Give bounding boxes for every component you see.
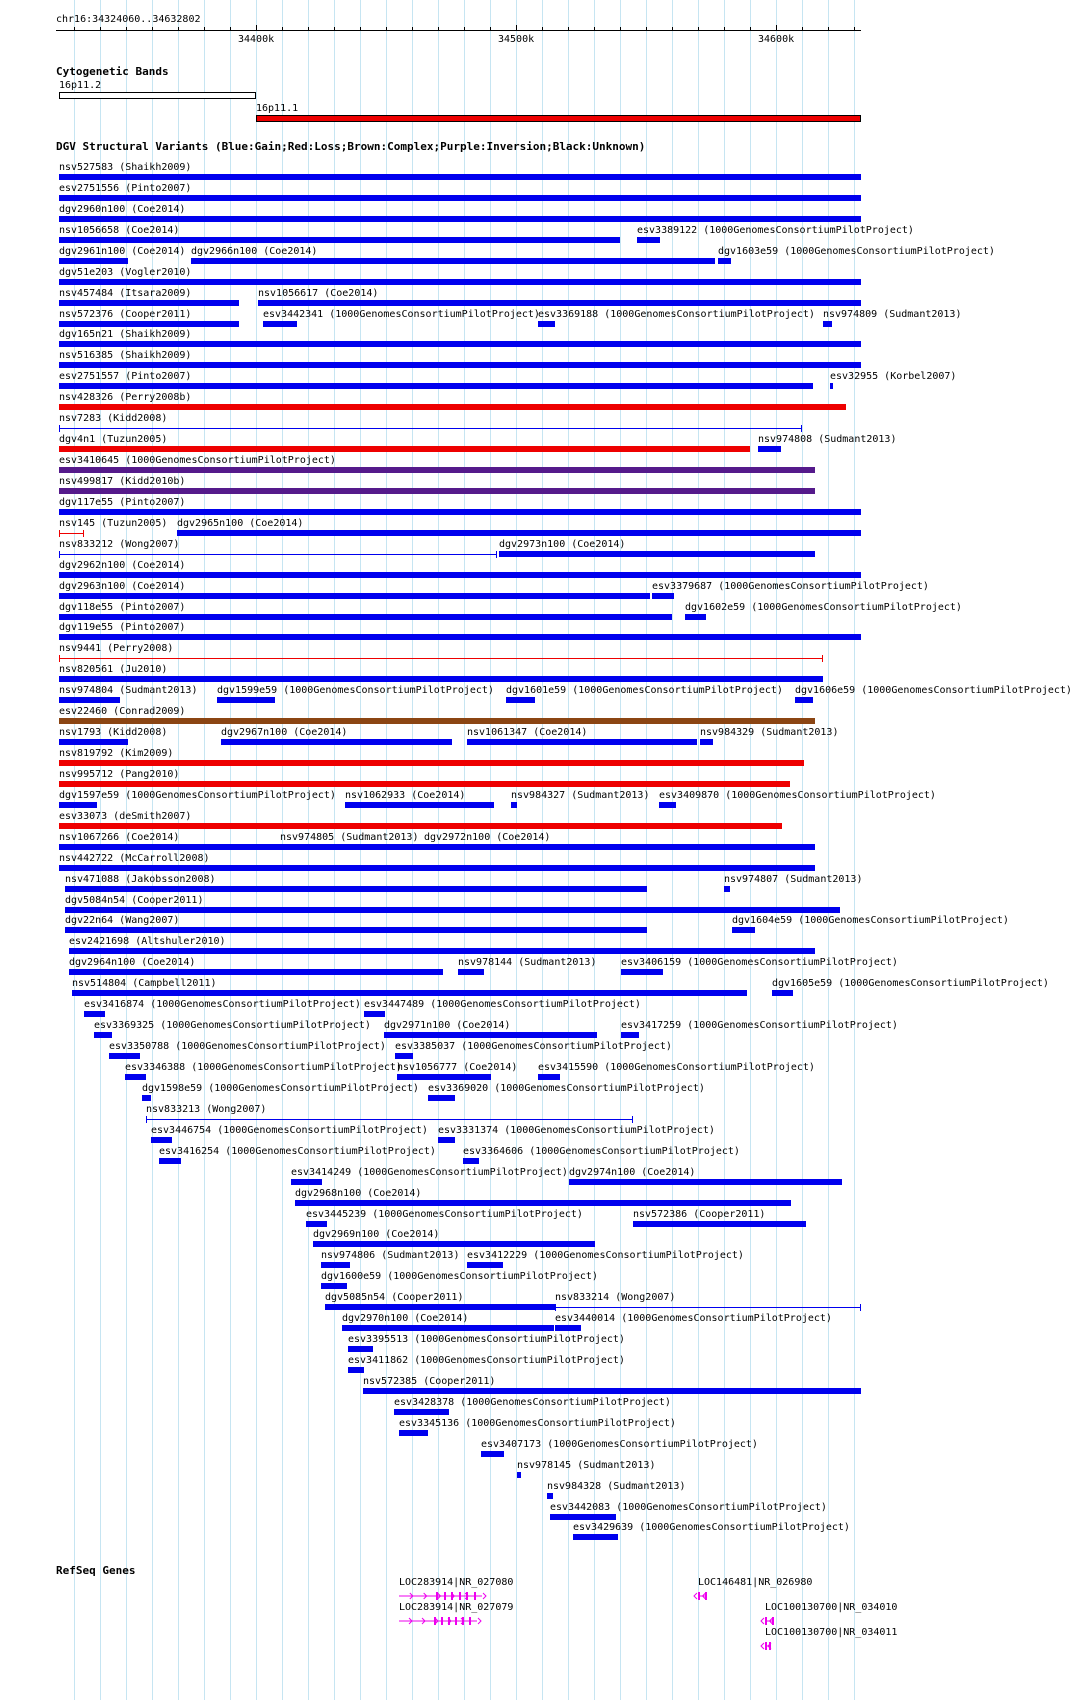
gene-label[interactable]: LOC283914|NR_027080 <box>399 1577 514 1588</box>
variant-bar[interactable] <box>633 1221 806 1227</box>
variant-bar[interactable] <box>458 969 484 975</box>
variant-bar[interactable] <box>59 533 84 534</box>
variant-label: esv3409870 (1000GenomesConsortiumPilotProject) <box>659 790 936 801</box>
gene-end-arrow <box>483 1593 486 1599</box>
variant-label: nsv984329 (Sudmant2013) <box>700 727 839 738</box>
variant-bar[interactable] <box>321 1283 347 1289</box>
variant-label: esv3416254 (1000GenomesConsortiumPilotProject) <box>159 1146 436 1157</box>
gene-model[interactable] <box>692 1590 713 1602</box>
variant-label: esv3369020 (1000GenomesConsortiumPilotProject) <box>428 1083 705 1094</box>
variant-label: dgv165n21 (Shaikh2009) <box>59 329 192 340</box>
variant-bar[interactable] <box>59 658 823 659</box>
variant-label: dgv2966n100 (Coe2014) <box>191 246 318 257</box>
variant-label: nsv974804 (Sudmant2013) <box>59 685 198 696</box>
variant-bar[interactable] <box>151 1137 172 1143</box>
variant-label: esv2421698 (Altshuler2010) <box>69 936 226 947</box>
variant-label: esv3414249 (1000GenomesConsortiumPilotProject) <box>291 1167 568 1178</box>
gene-label[interactable]: LOC100130700|NR_034010 <box>765 1602 898 1613</box>
gene-exon <box>698 1592 700 1600</box>
variant-bar[interactable] <box>295 1200 791 1206</box>
variant-label: dgv1600e59 (1000GenomesConsortiumPilotProject) <box>321 1271 598 1282</box>
variant-label: nsv428326 (Perry2008b) <box>59 392 192 403</box>
variant-label: nsv974809 (Sudmant2013) <box>823 309 962 320</box>
variant-bar[interactable] <box>69 948 815 954</box>
variant-bar[interactable] <box>481 1451 504 1457</box>
variant-bar[interactable] <box>59 174 861 180</box>
variant-label: nsv974805 (Sudmant2013) <box>280 832 419 843</box>
variant-bar[interactable] <box>342 1325 554 1331</box>
variant-bar[interactable] <box>399 1430 428 1436</box>
variant-bar[interactable] <box>547 1493 553 1499</box>
variant-bar[interactable] <box>69 969 443 975</box>
gene-model[interactable] <box>393 1615 483 1627</box>
variant-label: esv3407173 (1000GenomesConsortiumPilotProject) <box>481 1439 758 1450</box>
variant-label: nsv833213 (Wong2007) <box>146 1104 267 1115</box>
variant-label: dgv2967n100 (Coe2014) <box>221 727 348 738</box>
ruler-tick-label: 34600k <box>758 34 795 45</box>
variant-label: nsv145 (Tuzun2005) <box>59 518 168 529</box>
variant-bar[interactable] <box>348 1367 364 1373</box>
variant-label: esv3442083 (1000GenomesConsortiumPilotProject) <box>550 1502 827 1513</box>
variant-label: dgv1603e59 (1000GenomesConsortiumPilotProject) <box>718 246 995 257</box>
variant-bar[interactable] <box>621 969 663 975</box>
variant-bar[interactable] <box>555 1307 861 1308</box>
track-title-dgv: DGV Structural Variants (Blue:Gain;Red:Loss;Brown:Complex;Purple:Inversion;Black:Unknown) <box>56 140 646 153</box>
variant-label: esv3369325 (1000GenomesConsortiumPilotProject) <box>94 1020 371 1031</box>
variant-label: esv3442341 (1000GenomesConsortiumPilotProject) <box>263 309 540 320</box>
gene-exon <box>765 1617 767 1625</box>
variant-label: esv3410645 (1000GenomesConsortiumPilotProject) <box>59 455 336 466</box>
variant-label: nsv572386 (Cooper2011) <box>633 1209 766 1220</box>
variant-bar[interactable] <box>59 614 672 620</box>
variant-label: esv3379687 (1000GenomesConsortiumPilotProject) <box>652 581 929 592</box>
variant-label: nsv442722 (McCarroll2008) <box>59 853 210 864</box>
variant-label: esv3447489 (1000GenomesConsortiumPilotProject) <box>364 999 641 1010</box>
variant-label: esv3429639 (1000GenomesConsortiumPilotProject) <box>573 1522 850 1533</box>
variant-bar[interactable] <box>291 1179 322 1185</box>
variant-label: nsv1793 (Kidd2008) <box>59 727 168 738</box>
variant-label: nsv984327 (Sudmant2013) <box>511 790 650 801</box>
variant-bar[interactable] <box>463 1158 479 1164</box>
variant-bar[interactable] <box>59 572 861 578</box>
variant-label: esv3331374 (1000GenomesConsortiumPilotProject) <box>438 1125 715 1136</box>
variant-bar[interactable] <box>59 258 128 264</box>
variant-bar[interactable] <box>637 237 660 243</box>
variant-label: esv3415590 (1000GenomesConsortiumPilotProject) <box>538 1062 815 1073</box>
variant-label: nsv995712 (Pang2010) <box>59 769 180 780</box>
variant-label: esv3411862 (1000GenomesConsortiumPilotProject) <box>348 1355 625 1366</box>
variant-bar[interactable] <box>280 844 296 850</box>
variant-label: nsv974806 (Sudmant2013) <box>321 1250 460 1261</box>
gene-exon <box>469 1617 471 1625</box>
variant-bar[interactable] <box>65 886 647 892</box>
variant-label: nsv819792 (Kim2009) <box>59 748 174 759</box>
variant-label: dgv2971n100 (Coe2014) <box>384 1020 511 1031</box>
variant-bar[interactable] <box>384 1032 597 1038</box>
variant-bar[interactable] <box>506 697 535 703</box>
variant-bar[interactable] <box>59 446 750 452</box>
variant-label: esv3446754 (1000GenomesConsortiumPilotProject) <box>151 1125 428 1136</box>
variant-bar[interactable] <box>59 554 497 555</box>
variant-bar[interactable] <box>621 1032 639 1038</box>
variant-bar[interactable] <box>59 697 120 703</box>
variant-bar[interactable] <box>142 1095 151 1101</box>
variant-bar[interactable] <box>65 927 647 933</box>
variant-bar[interactable] <box>59 760 804 766</box>
variant-bar[interactable] <box>59 802 97 808</box>
variant-bar[interactable] <box>499 551 815 557</box>
gene-label[interactable]: LOC100130700|NR_034011 <box>765 1627 898 1638</box>
variant-bar[interactable] <box>758 446 781 452</box>
variant-label: dgv2962n100 (Coe2014) <box>59 560 186 571</box>
variant-label: nsv1061347 (Coe2014) <box>467 727 588 738</box>
variant-bar[interactable] <box>467 739 697 745</box>
variant-label: dgv2973n100 (Coe2014) <box>499 539 626 550</box>
variant-bar[interactable] <box>59 739 128 745</box>
variant-bar[interactable] <box>221 739 452 745</box>
variant-label: esv3385037 (1000GenomesConsortiumPilotProject) <box>395 1041 672 1052</box>
variant-label: nsv1056617 (Coe2014) <box>258 288 379 299</box>
variant-label: nsv1056777 (Coe2014) <box>397 1062 518 1073</box>
variant-label: dgv2970n100 (Coe2014) <box>342 1313 469 1324</box>
variant-bar[interactable] <box>724 886 730 892</box>
variant-label: nsv974807 (Sudmant2013) <box>724 874 863 885</box>
variant-bar[interactable] <box>59 341 861 347</box>
variant-bar[interactable] <box>550 1514 616 1520</box>
variant-label: dgv2964n100 (Coe2014) <box>69 957 196 968</box>
gene-exon <box>441 1617 443 1625</box>
variant-label: esv3395513 (1000GenomesConsortiumPilotProject) <box>348 1334 625 1345</box>
variant-bar[interactable] <box>125 1074 146 1080</box>
variant-bar[interactable] <box>159 1158 181 1164</box>
variant-bar[interactable] <box>109 1053 140 1059</box>
variant-label: esv3412229 (1000GenomesConsortiumPilotProject) <box>467 1250 744 1261</box>
variant-label: nsv499817 (Kidd2010b) <box>59 476 186 487</box>
variant-bar[interactable] <box>72 990 747 996</box>
cytoband-label: 16p11.1 <box>256 103 299 114</box>
variant-label: esv3445239 (1000GenomesConsortiumPilotProject) <box>306 1209 583 1220</box>
variant-label: nsv820561 (Ju2010) <box>59 664 168 675</box>
variant-bar[interactable] <box>732 927 755 933</box>
variant-bar[interactable] <box>428 1095 455 1101</box>
variant-bar[interactable] <box>217 697 275 703</box>
variant-label: esv2751556 (Pinto2007) <box>59 183 192 194</box>
variant-bar[interactable] <box>538 321 555 327</box>
variant-label: dgv1597e59 (1000GenomesConsortiumPilotProject) <box>59 790 336 801</box>
variant-bar[interactable] <box>538 1074 560 1080</box>
variant-label: nsv471088 (Jakobsson2008) <box>65 874 216 885</box>
variant-bar[interactable] <box>59 195 861 201</box>
variant-bar[interactable] <box>363 1388 861 1394</box>
variant-label: nsv978144 (Sudmant2013) <box>458 957 597 968</box>
variant-label: nsv9441 (Perry2008) <box>59 643 174 654</box>
variant-label: nsv1067266 (Coe2014) <box>59 832 180 843</box>
variant-bar[interactable] <box>313 1241 595 1247</box>
variant-bar[interactable] <box>146 1119 633 1120</box>
variant-bar[interactable] <box>364 1011 385 1017</box>
cytoband-16p11-1[interactable] <box>256 115 861 122</box>
variant-label: dgv4n1 (Tuzun2005) <box>59 434 168 445</box>
variant-bar[interactable] <box>511 802 517 808</box>
variant-bar[interactable] <box>59 865 815 871</box>
variant-label: dgv51e203 (Vogler2010) <box>59 267 192 278</box>
variant-bar[interactable] <box>59 404 846 410</box>
gene-end-arrow <box>478 1618 481 1624</box>
cytoband-label: 16p11.2 <box>59 80 102 91</box>
variant-label: nsv572385 (Cooper2011) <box>363 1376 496 1387</box>
variant-label: dgv1606e59 (1000GenomesConsortiumPilotProject) <box>795 685 1072 696</box>
variant-bar[interactable] <box>177 530 861 536</box>
variant-label: nsv457484 (Itsara2009) <box>59 288 192 299</box>
variant-bar[interactable] <box>345 802 494 808</box>
variant-label: nsv833214 (Wong2007) <box>555 1292 676 1303</box>
variant-label: dgv1601e59 (1000GenomesConsortiumPilotProject) <box>506 685 783 696</box>
variant-label: esv3369188 (1000GenomesConsortiumPilotProject) <box>538 309 815 320</box>
variant-bar[interactable] <box>59 488 815 494</box>
variant-label: dgv2969n100 (Coe2014) <box>313 1229 440 1240</box>
variant-label: esv3417259 (1000GenomesConsortiumPilotProject) <box>621 1020 898 1031</box>
variant-label: nsv514804 (Campbell2011) <box>72 978 217 989</box>
gene-model[interactable] <box>759 1615 780 1627</box>
variant-label: esv3416874 (1000GenomesConsortiumPilotProject) <box>84 999 361 1010</box>
variant-label: nsv1056658 (Coe2014) <box>59 225 180 236</box>
gene-end-arrow <box>761 1643 764 1649</box>
variant-label: esv3346388 (1000GenomesConsortiumPilotProject) <box>125 1062 402 1073</box>
variant-label: dgv118e55 (Pinto2007) <box>59 602 186 613</box>
ruler-location: chr16:34324060..34632802 <box>56 14 201 25</box>
variant-label: dgv1604e59 (1000GenomesConsortiumPilotProject) <box>732 915 1009 926</box>
variant-bar[interactable] <box>321 1262 350 1268</box>
variant-bar[interactable] <box>823 321 832 327</box>
variant-bar[interactable] <box>263 321 297 327</box>
variant-label: dgv119e55 (Pinto2007) <box>59 622 186 633</box>
variant-label: nsv833212 (Wong2007) <box>59 539 180 550</box>
variant-bar[interactable] <box>467 1262 503 1268</box>
variant-bar[interactable] <box>59 823 782 829</box>
gene-exon <box>459 1592 461 1600</box>
variant-label: esv3389122 (1000GenomesConsortiumPilotProject) <box>637 225 914 236</box>
variant-bar[interactable] <box>84 1011 105 1017</box>
ruler-tick-label: 34500k <box>498 34 535 45</box>
variant-bar[interactable] <box>397 1074 491 1080</box>
variant-bar[interactable] <box>306 1221 327 1227</box>
variant-bar[interactable] <box>59 279 861 285</box>
variant-bar[interactable] <box>517 1472 521 1478</box>
variant-label: dgv1598e59 (1000GenomesConsortiumPilotProject) <box>142 1083 419 1094</box>
gene-exon <box>444 1592 446 1600</box>
variant-label: dgv1602e59 (1000GenomesConsortiumPilotProject) <box>685 602 962 613</box>
variant-bar[interactable] <box>59 676 823 682</box>
track-title-cytobands: Cytogenetic Bands <box>56 65 169 78</box>
variant-label: dgv5084n54 (Cooper2011) <box>65 895 204 906</box>
variant-label: dgv117e55 (Pinto2007) <box>59 497 186 508</box>
variant-label: dgv5085n54 (Cooper2011) <box>325 1292 464 1303</box>
variant-label: nsv572376 (Cooper2011) <box>59 309 192 320</box>
variant-bar[interactable] <box>94 1032 112 1038</box>
variant-bar[interactable] <box>59 634 861 640</box>
ruler-tick-label: 34400k <box>238 34 275 45</box>
variant-bar[interactable] <box>59 467 815 473</box>
variant-bar[interactable] <box>59 593 650 599</box>
variant-label: esv3428378 (1000GenomesConsortiumPilotProject) <box>394 1397 671 1408</box>
variant-label: nsv974808 (Sudmant2013) <box>758 434 897 445</box>
variant-label: dgv2968n100 (Coe2014) <box>295 1188 422 1199</box>
variant-bar[interactable] <box>325 1304 555 1310</box>
gene-label[interactable]: LOC146481|NR_026980 <box>698 1577 813 1588</box>
variant-bar[interactable] <box>65 907 840 913</box>
gene-end-arrow <box>761 1618 764 1624</box>
variant-bar[interactable] <box>685 614 706 620</box>
variant-label: nsv527583 (Shaikh2009) <box>59 162 192 173</box>
variant-label: esv3345136 (1000GenomesConsortiumPilotProject) <box>399 1418 676 1429</box>
cytoband-16p11-2[interactable] <box>59 92 256 99</box>
variant-bar[interactable] <box>59 237 620 243</box>
variant-bar[interactable] <box>59 216 861 222</box>
variant-label: dgv2974n100 (Coe2014) <box>569 1167 696 1178</box>
variant-label: dgv2961n100 (Coe2014) <box>59 246 186 257</box>
variant-label: esv3440014 (1000GenomesConsortiumPilotProject) <box>555 1313 832 1324</box>
variant-label: esv3406159 (1000GenomesConsortiumPilotProject) <box>621 957 898 968</box>
variant-label: esv22460 (Conrad2009) <box>59 706 186 717</box>
variant-bar[interactable] <box>59 428 802 429</box>
gene-exon <box>455 1617 457 1625</box>
gene-label[interactable]: LOC283914|NR_027079 <box>399 1602 514 1613</box>
variant-bar[interactable] <box>652 593 674 599</box>
gene-end-arrow <box>694 1593 697 1599</box>
variant-bar[interactable] <box>438 1137 455 1143</box>
variant-bar[interactable] <box>59 509 861 515</box>
variant-label: esv33073 (deSmith2007) <box>59 811 192 822</box>
variant-bar[interactable] <box>573 1534 618 1540</box>
variant-bar[interactable] <box>718 258 731 264</box>
variant-bar[interactable] <box>258 300 861 306</box>
variant-bar[interactable] <box>348 1346 373 1352</box>
variant-bar[interactable] <box>700 739 713 745</box>
gene-exon <box>765 1642 767 1650</box>
variant-bar[interactable] <box>424 844 815 850</box>
gene-model[interactable] <box>393 1590 488 1602</box>
variant-bar[interactable] <box>395 1053 413 1059</box>
variant-label: dgv2965n100 (Coe2014) <box>177 518 304 529</box>
variant-bar[interactable] <box>191 258 715 264</box>
variant-bar[interactable] <box>59 362 861 368</box>
variant-bar[interactable] <box>59 781 790 787</box>
variant-bar[interactable] <box>555 1325 581 1331</box>
variant-bar[interactable] <box>772 990 793 996</box>
gene-model[interactable] <box>759 1640 777 1652</box>
variant-bar[interactable] <box>394 1409 449 1415</box>
variant-label: dgv2963n100 (Coe2014) <box>59 581 186 592</box>
variant-label: nsv978145 (Sudmant2013) <box>517 1460 656 1471</box>
variant-bar[interactable] <box>795 697 813 703</box>
variant-bar[interactable] <box>830 383 833 389</box>
gene-exon <box>474 1592 476 1600</box>
variant-label: nsv1062933 (Coe2014) <box>345 790 466 801</box>
variant-label: dgv2972n100 (Coe2014) <box>424 832 551 843</box>
variant-label: dgv1605e59 (1000GenomesConsortiumPilotProject) <box>772 978 1049 989</box>
variant-label: esv3364606 (1000GenomesConsortiumPilotProject) <box>463 1146 740 1157</box>
variant-label: dgv22n64 (Wang2007) <box>65 915 180 926</box>
variant-label: esv2751557 (Pinto2007) <box>59 371 192 382</box>
variant-label: nsv516385 (Shaikh2009) <box>59 350 192 361</box>
variant-label: esv3350788 (1000GenomesConsortiumPilotProject) <box>109 1041 386 1052</box>
variant-bar[interactable] <box>659 802 676 808</box>
track-title-refseq: RefSeq Genes <box>56 1564 136 1577</box>
variant-bar[interactable] <box>569 1179 842 1185</box>
variant-label: esv32955 (Korbel2007) <box>830 371 957 382</box>
variant-label: dgv1599e59 (1000GenomesConsortiumPilotProject) <box>217 685 494 696</box>
variant-label: nsv7283 (Kidd2008) <box>59 413 168 424</box>
variant-bar[interactable] <box>59 300 239 306</box>
variant-label: nsv984328 (Sudmant2013) <box>547 1481 686 1492</box>
variant-bar[interactable] <box>59 383 813 389</box>
variant-bar[interactable] <box>59 718 815 724</box>
variant-label: dgv2960n100 (Coe2014) <box>59 204 186 215</box>
variant-bar[interactable] <box>59 321 239 327</box>
